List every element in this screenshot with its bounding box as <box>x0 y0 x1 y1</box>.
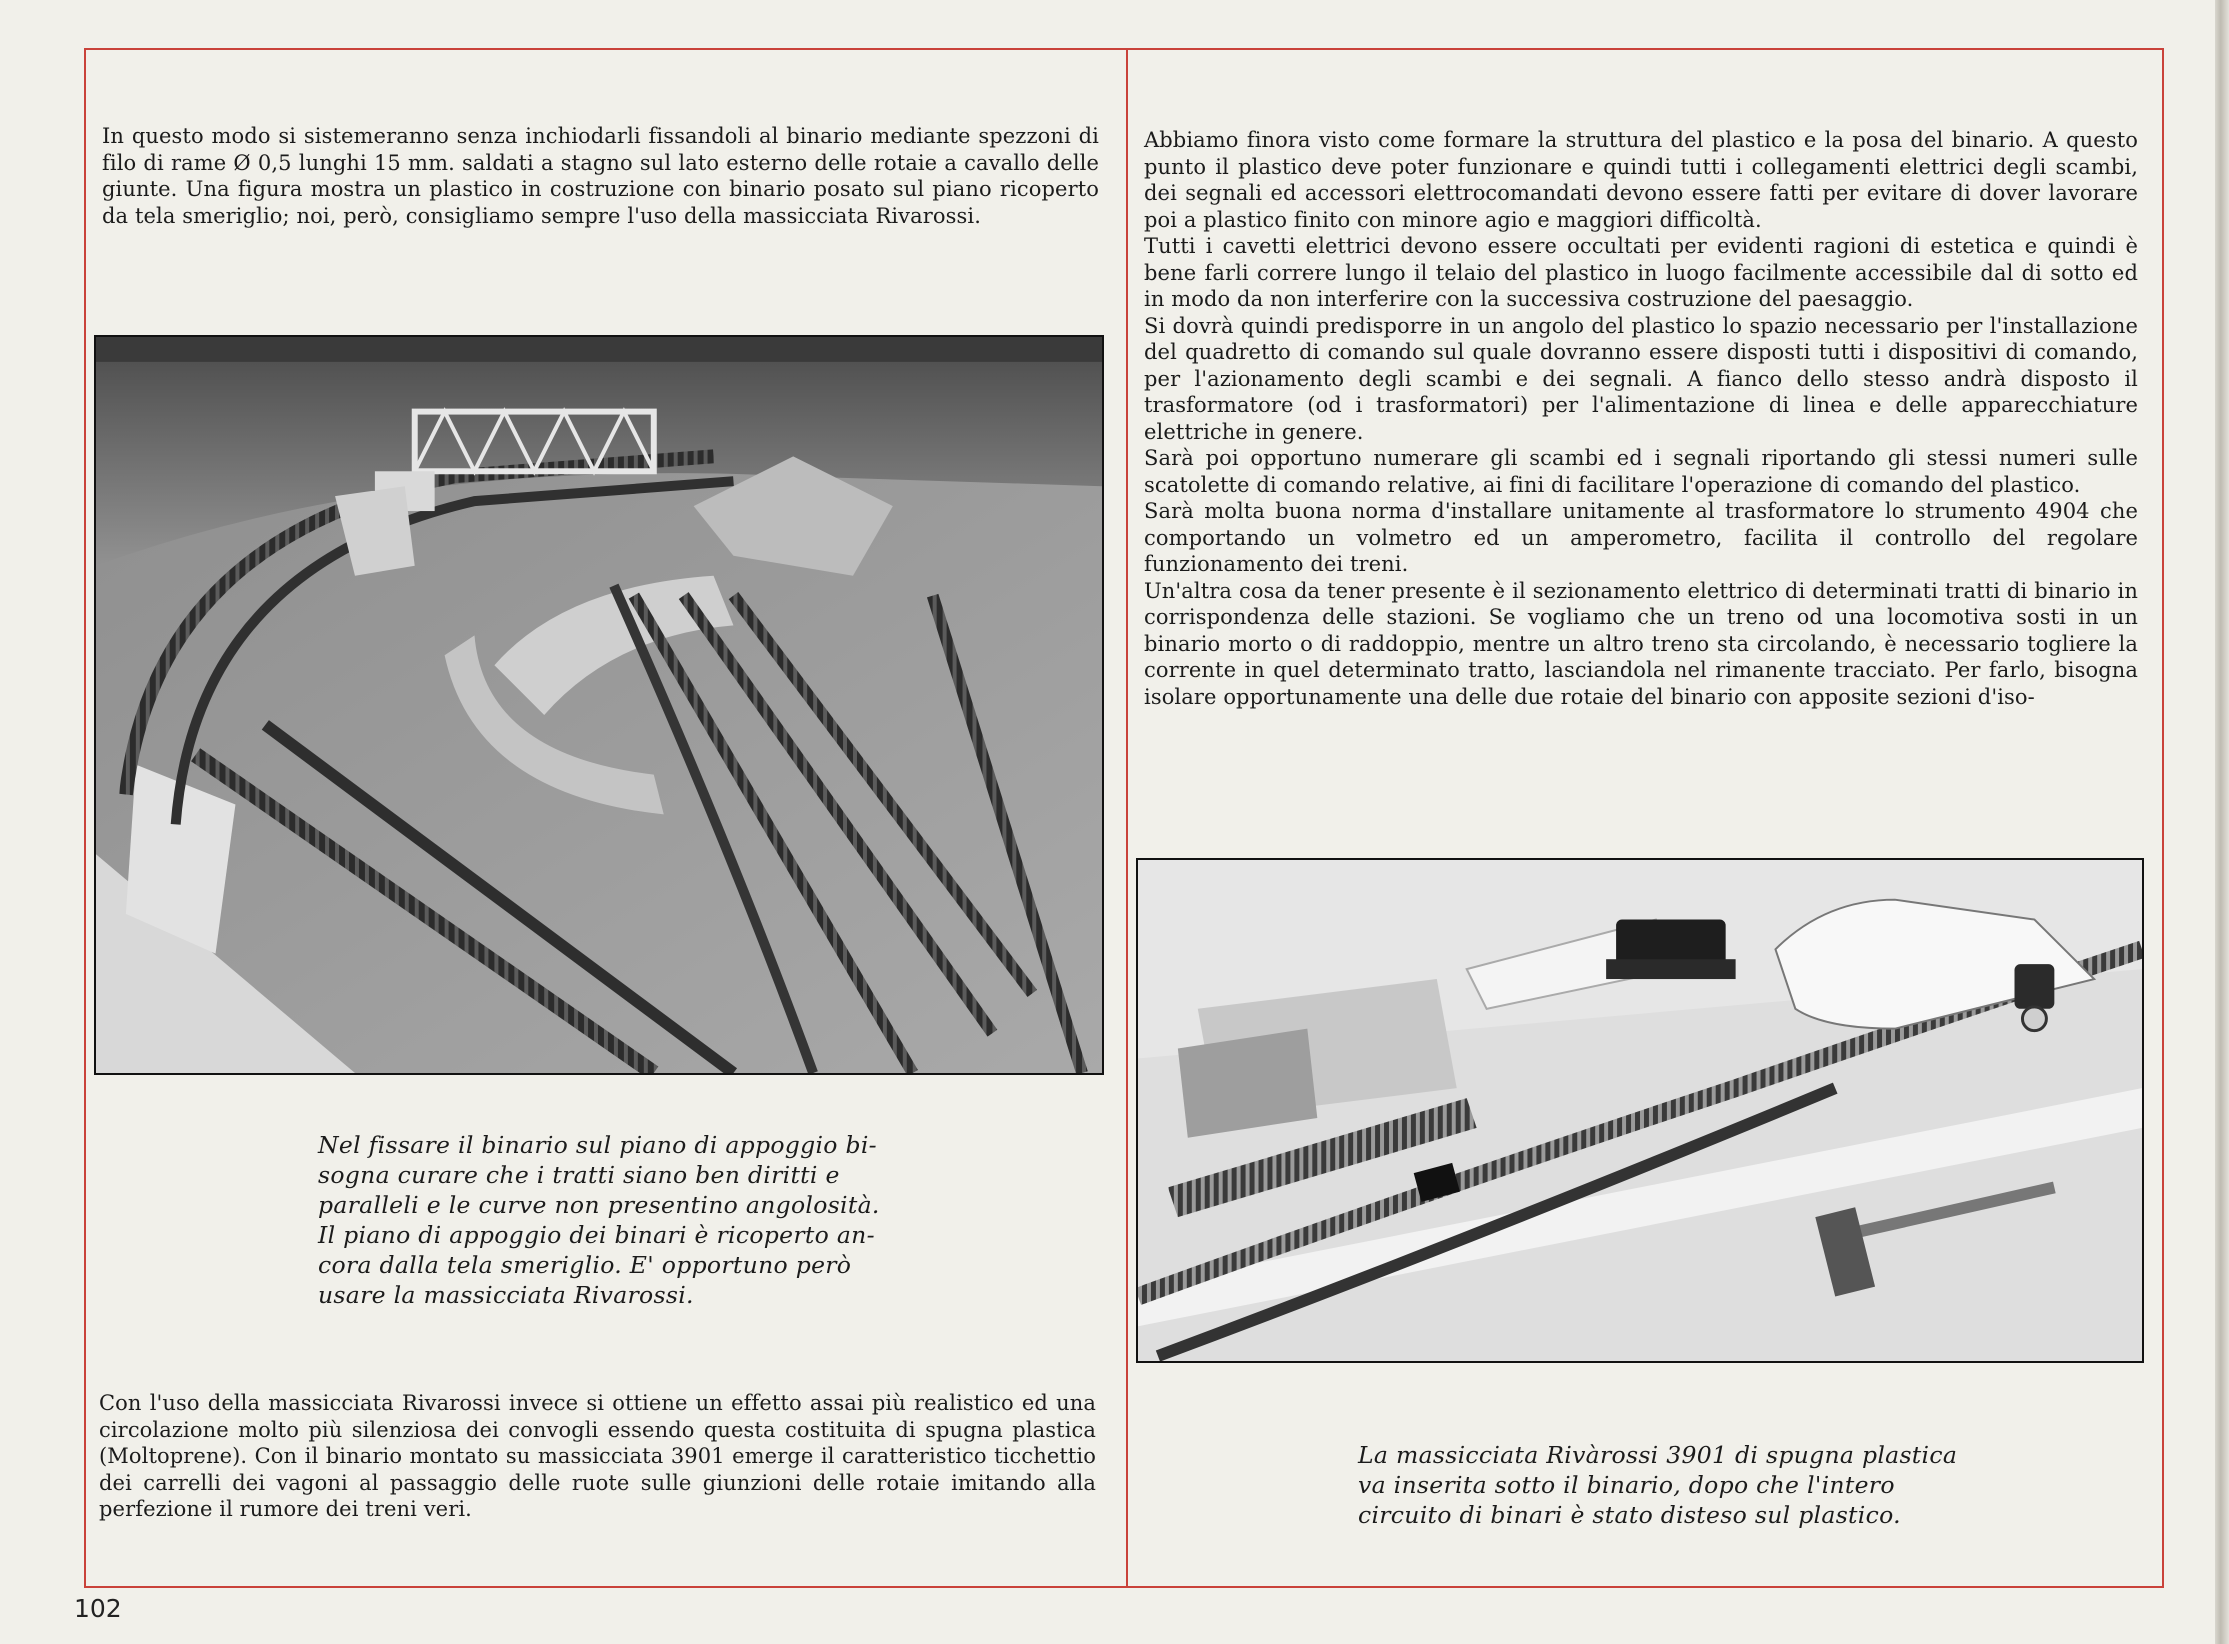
ballast-photo-caption <box>1358 1440 1978 1530</box>
caption-line: circuito di binari è stato disteso sul plastico. <box>1358 1501 1901 1529</box>
right-paragraph: Tutti i cavetti elettrici devono essere occultati per evidenti ragioni di estetica e quindi è bene farli correre lungo il telaio del plastico in luogo facilmente accessibile dal di sotto ed in modo da non interferire con la successiva costruzione del paesaggio. <box>1144 234 2138 311</box>
right-paragraph: Abbiamo finora visto come formare la struttura del plastico e la posa del binario. A questo punto il plastico deve poter funzionare e quindi tutti i collegamenti elettrici degli scambi, dei segnali ed accessori elettrocomandati devono essere fatti per evitare di dover lavorare poi a plastico finito con minore agio e maggiori difficoltà. <box>1144 128 2138 232</box>
left-closing-text: Con l'uso della massicciata Rivarossi invece si ottiene un effetto assai più realistico ed una circolazione molto più silenziosa dei convogli essendo questa costituita di spugna plastica (Moltoprene). Con il binario montato su massicciata 3901 emerge il caratteristico ticchettio dei carrelli dei vagoni al passaggio delle ruote sulle giunzioni delle rotaie imitando alla perfezione il rumore dei treni veri. <box>99 1391 1096 1521</box>
layout-photo-caption <box>318 1130 918 1310</box>
ballast-photo <box>1136 858 2144 1363</box>
show-through <box>420 250 1020 310</box>
caption-line: Il piano di appoggio dei binari è ricoperto an- <box>318 1221 875 1249</box>
page-number: 102 <box>74 1594 122 1623</box>
caption-line: cora dalla tela smeriglio. E' opportuno però <box>318 1251 852 1279</box>
right-paragraph: Un'altra cosa da tener presente è il sezionamento elettrico di determinati tratti di binario in corrispondenza delle stazioni. Se vogliamo che un treno od una locomotiva sosti in un binario morto o di raddoppio, mentre un altro treno sta circolando, è necessario togliere la corrente in quel determinato tratto, lasciandola nel rimanente tracciato. Per farlo, bisogna isolare opportunamente una delle due rotaie del binario con apposite sezioni d'iso- <box>1144 578 2138 709</box>
caption-line: sogna curare che i tratti siano ben diritti e <box>318 1161 840 1189</box>
layout-photo <box>94 335 1104 1075</box>
caption-line: usare la massicciata Rivarossi. <box>318 1281 694 1309</box>
column-divider <box>1126 48 1128 1588</box>
right-body-text <box>1144 127 2138 710</box>
right-paragraph: Sarà poi opportuno numerare gli scambi ed i segnali riportando gli stessi numeri sulle scatolette di comando relative, ai fini di facilitare l'operazione di comando del plastico. <box>1144 446 2138 497</box>
caption-line: paralleli e le curve non presentino angolosità. <box>318 1191 880 1219</box>
caption-line: La massicciata Rivàrossi 3901 di spugna plastica <box>1358 1441 1958 1469</box>
page-edge <box>2215 0 2229 1644</box>
right-paragraph: Sarà molta buona norma d'installare unitamente al trasformatore lo strumento 4904 che comportando un volmetro ed un amperometro, facilita il controllo del regolare funzionamento dei treni. <box>1144 499 2138 576</box>
right-paragraph: Si dovrà quindi predisporre in un angolo del plastico lo spazio necessario per l'installazione del quadretto di comando sul quale dovranno essere disposti tutti i dispositivi di comando, per l'azionamento degli scambi e dei segnali. A fianco dello stesso andrà disposto il trasformatore (od i trasformatori) per l'alimentazione di linea e delle apparecchiature elettriche in genere. <box>1144 313 2138 444</box>
caption-line: va inserita sotto il binario, dopo che l'intero <box>1358 1471 1895 1499</box>
left-intro-text: In questo modo si sistemeranno senza inchiodarli fissandoli al binario mediante spezzoni di filo di rame Ø 0,5 lunghi 15 mm. saldati a stagno sul lato esterno delle rotaie a cavallo delle giunte. Una figura mostra un plastico in costruzione con binario posato sul piano ricoperto da tela smeriglio; noi, però, consigliamo sempre l'uso della massicciata Rivarossi. <box>102 124 1099 228</box>
caption-line: Nel fissare il binario sul piano di appoggio bi- <box>318 1131 877 1159</box>
